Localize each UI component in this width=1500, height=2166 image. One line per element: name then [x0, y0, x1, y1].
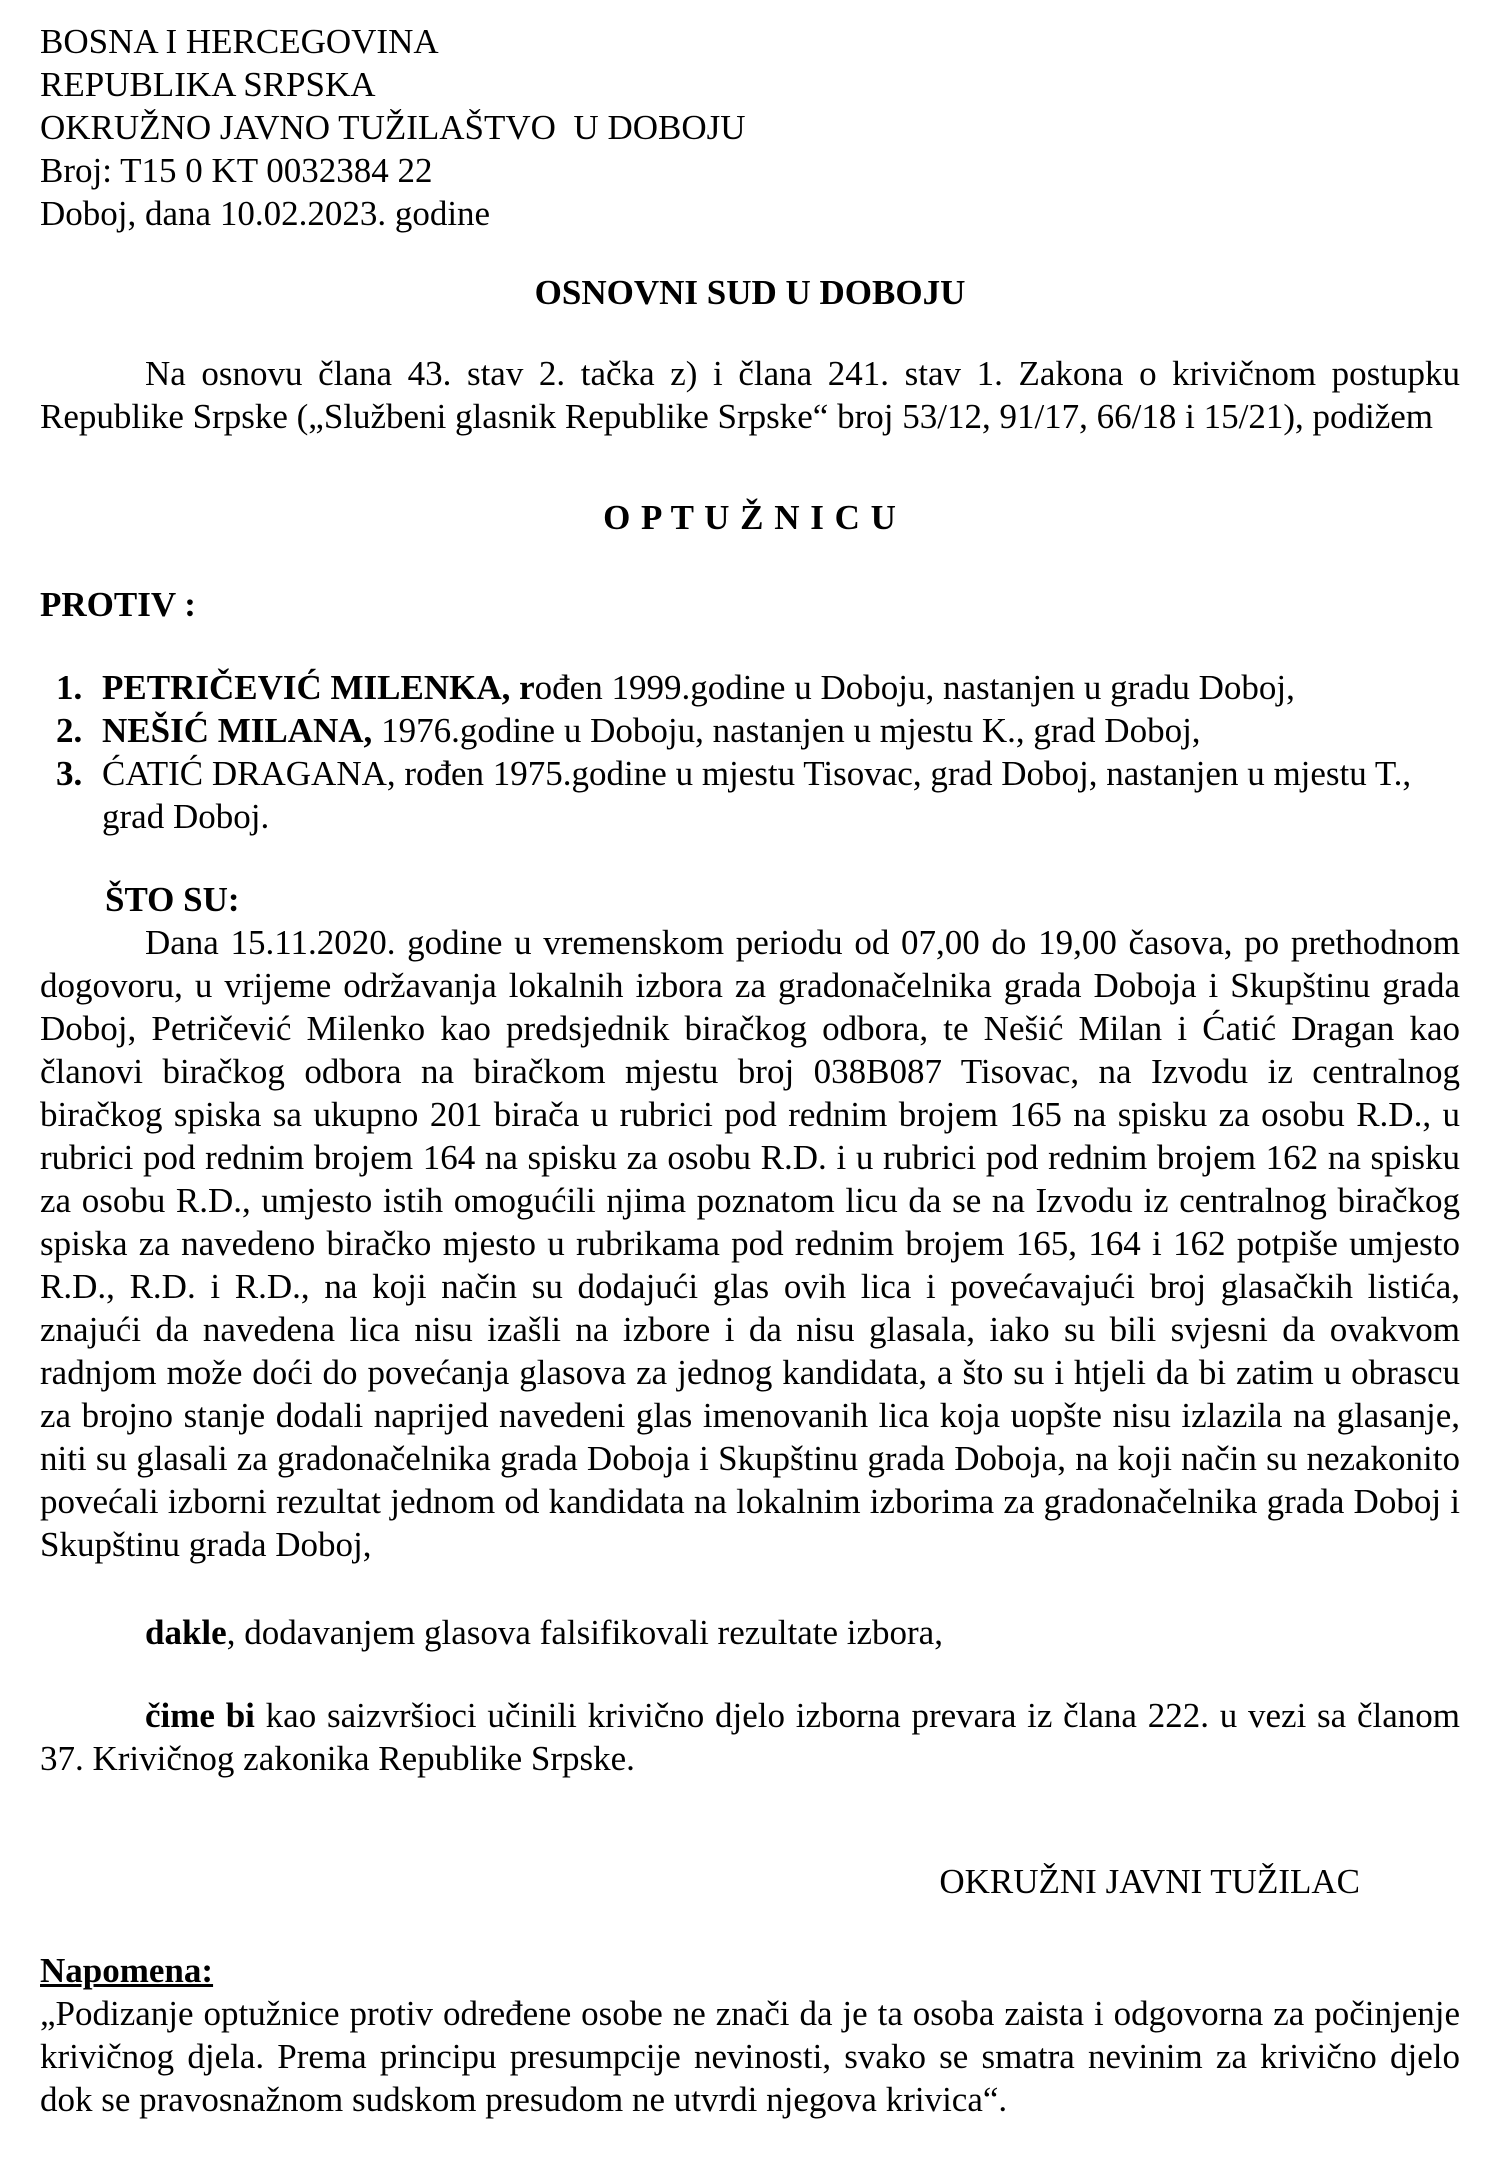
case-number: Broj: T15 0 KT 0032384 22 [40, 151, 433, 190]
defendants-list [40, 666, 1460, 838]
note-label: Napomena: [40, 1951, 214, 1990]
defendant-name: PETRIČEVIĆ MILENKA, r [102, 668, 535, 707]
defendant-number: 3. [56, 754, 83, 793]
against-label: PROTIV : [40, 585, 196, 624]
facts-paragraph: Dana 15.11.2020. godine u vremenskom periodu od 07,00 do 19,00 časova, po prethodnom dogovoru, u vrijeme održavanja lokalnih izbora za gradonačelnika grada Doboja i Skupštinu grada Doboj, Petričević Milenko kao predsjednik biračkog odbora, te Nešić Milan i Ćatić Dragan kao članovi biračkog odbora na biračkom mjestu broj 038B087 Tisovac, na Izvodu iz centralnog biračkog spiska sa ukupno 201 birača u rubrici pod rednim brojem 165 na spisku za osobu R.D., u rubrici pod rednim brojem 164 na spisku za osobu R.D. i u rubrici pod rednim brojem 162 na spisku za osobu R.D., umjesto istih omogućili njima poznatom licu da se na Izvodu iz centralnog biračkog spiska za navedeno biračko mjesto u rubrikama pod rednim brojem 165, 164 i 162 potpiše umjesto R.D., R.D. i R.D., na koji način su dodajući glas ovih lica i povećavajući broj glasačkih listića, znajući da navedena lica nisu izašli na izbore i da nisu glasala, iako su bili svjesni da ovakvom radnjom može doći do povećanja glasova za jednog kandidata, a što su i htjeli da bi zatim u obrascu za brojno stanje dodali naprijed navedeni glas imenovanih lica koja uopšte nisu izlazila na glasanje, niti su glasali za gradonačelnika grada Doboja i Skupštinu grada Doboja, na koji način su nezakonito povećali izborni rezultat jednom od kandidata na lokalnim izborima za gradonačelnika grada Doboj i Skupštinu grada Doboj, [40, 923, 1460, 1564]
place-and-date: Doboj, dana 10.02.2023. godine [40, 194, 491, 233]
qualification-keyword: čime bi [145, 1696, 255, 1735]
defendant-name: NEŠIĆ MILANA, [102, 711, 373, 750]
conclusion-paragraph [40, 1611, 1460, 1654]
defendant-item-2 [40, 709, 1460, 752]
letterhead [40, 20, 1460, 235]
legal-qualification-paragraph [40, 1694, 1460, 1780]
defendant-item-1 [40, 666, 1460, 709]
prosecutor-title: OKRUŽNI JAVNI TUŽILAC [939, 1862, 1360, 1901]
defendant-details: ĆATIĆ DRAGANA, rođen 1975.godine u mjestu Tisovac, grad Doboj, nastanjen u mjestu T., grad Doboj. [102, 754, 1412, 836]
indictment-title: O P T U Ž N I C U [603, 498, 897, 537]
defendant-number: 1. [56, 668, 83, 707]
note-text: „Podizanje optužnice protiv određene osobe ne znači da je ta osoba zaista i odgovorna za počinjenje krivičnog djela. Prema principu presumpcije nevinosti, svako se smatra nevinim za krivično djelo dok se pravosnažnom sudskom presudom ne utvrdi njegova krivica“. [40, 1994, 1460, 2119]
conclusion-keyword: dakle [145, 1613, 227, 1652]
letterhead-country: BOSNA I HERCEGOVINA [40, 22, 439, 61]
defendant-item-3 [40, 752, 1460, 838]
court-title: OSNOVNI SUD U DOBOJU [534, 273, 966, 312]
defendant-details: 1976.godine u Doboju, nastanjen u mjestu K., grad Doboj, [372, 711, 1201, 750]
letterhead-office: OKRUŽNO JAVNO TUŽILAŠTVO U DOBOJU [40, 108, 746, 147]
qualification-text: kao saizvršioci učinili krivično djelo izborna prevara iz člana 222. u vezi sa članom 37. Krivičnog zakonika Republike Srpske. [40, 1696, 1460, 1778]
legal-basis-paragraph: Na osnovu člana 43. stav 2. tačka z) i člana 241. stav 1. Zakona o krivičnom postupku Republike Srpske („Službeni glasnik Republike Srpske“ broj 53/12, 91/17, 66/18 i 15/21), podižem [40, 354, 1460, 436]
defendant-details: ođen 1999.godine u Doboju, nastanjen u gradu Doboj, [534, 668, 1295, 707]
letterhead-entity: REPUBLIKA SRPSKA [40, 65, 376, 104]
what-they-did-label: ŠTO SU: [105, 880, 240, 919]
defendant-number: 2. [56, 711, 83, 750]
conclusion-text: , dodavanjem glasova falsifikovali rezultate izbora, [226, 1613, 943, 1652]
